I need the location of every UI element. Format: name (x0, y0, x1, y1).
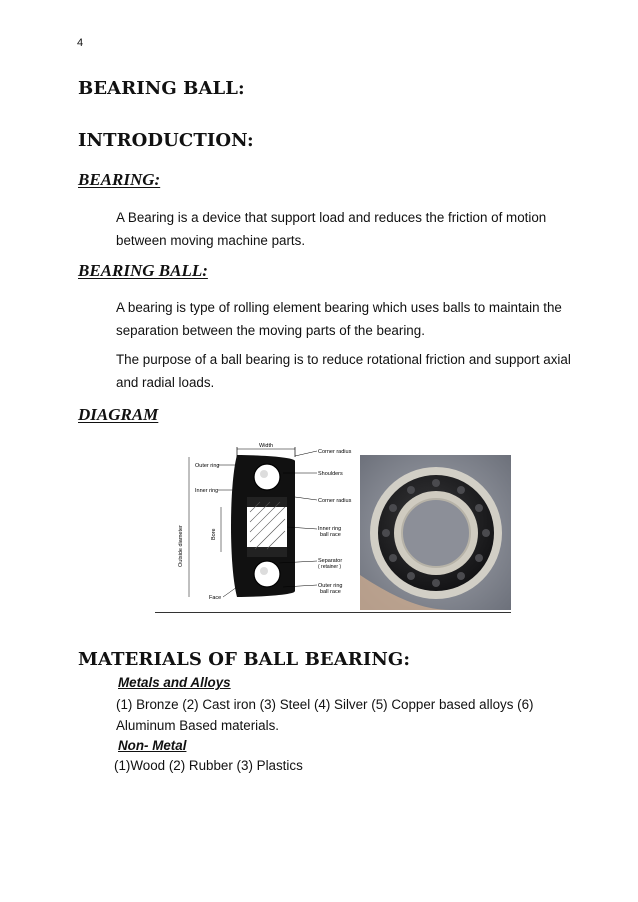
subheading-non-metal: Non- Metal (118, 738, 187, 753)
diagram-figure (155, 437, 511, 615)
label-outer-ring-ball-race-1: Outer ring (318, 583, 343, 589)
label-separator-2: ( retainer ) (318, 564, 342, 570)
label-outer-ring-ball-race-2: ball race (320, 589, 341, 595)
label-corner-radius: Corner radius (318, 498, 352, 504)
diagram-underline (155, 612, 511, 613)
page-number: 4 (77, 37, 84, 49)
label-separator-1: Separator (318, 558, 343, 564)
label-face: Face (209, 595, 222, 601)
title-bearing-ball: BEARING BALL: (78, 78, 245, 99)
label-corner-radius-top: Corner radius (318, 449, 352, 455)
label-outer-ring: Outer ring (195, 463, 220, 469)
label-width: Width (259, 443, 274, 449)
label-outside-diameter: Outside diameter (178, 525, 184, 567)
nonmetal-line (114, 755, 584, 776)
paragraph-purpose: The purpose of a ball bearing is to reduce rotational friction and support axial and radial loads. (116, 352, 571, 390)
heading-bearing-ball: BEARING BALL: (78, 261, 208, 280)
label-inner-ring-ball-race-2: ball race (320, 532, 341, 538)
paragraph-bearing-ball-definition: A bearing is type of rolling element bearing which uses balls to maintain the separation between the moving parts of the bearing. (116, 300, 562, 338)
label-bore: Bore (211, 528, 217, 540)
bearing-cross-section-diagram (155, 437, 359, 610)
heading-introduction: INTRODUCTION: (78, 130, 254, 151)
label-shoulders: Shoulders (318, 471, 343, 477)
label-inner-ring: Inner ring (195, 488, 219, 494)
heading-bearing: BEARING: (78, 170, 161, 189)
bearing-photo (360, 455, 511, 610)
nonmetal-list: (1)Wood (2) Rubber (3) Plastics (114, 758, 303, 773)
metals-list: (1) Bronze (2) Cast iron (3) Steel (4) Silver (5) Copper based alloys (6) Aluminum Based materials. (116, 697, 534, 733)
label-inner-ring-ball-race-1: Inner ring (318, 526, 342, 532)
heading-materials: MATERIALS OF BALL BEARING: (78, 649, 411, 670)
heading-diagram: DIAGRAM (78, 405, 159, 424)
paragraph-bearing-definition: A Bearing is a device that support load and reduces the friction of motion between moving machine parts. (116, 210, 547, 248)
subheading-metals-and-alloys: Metals and Alloys (118, 675, 231, 690)
